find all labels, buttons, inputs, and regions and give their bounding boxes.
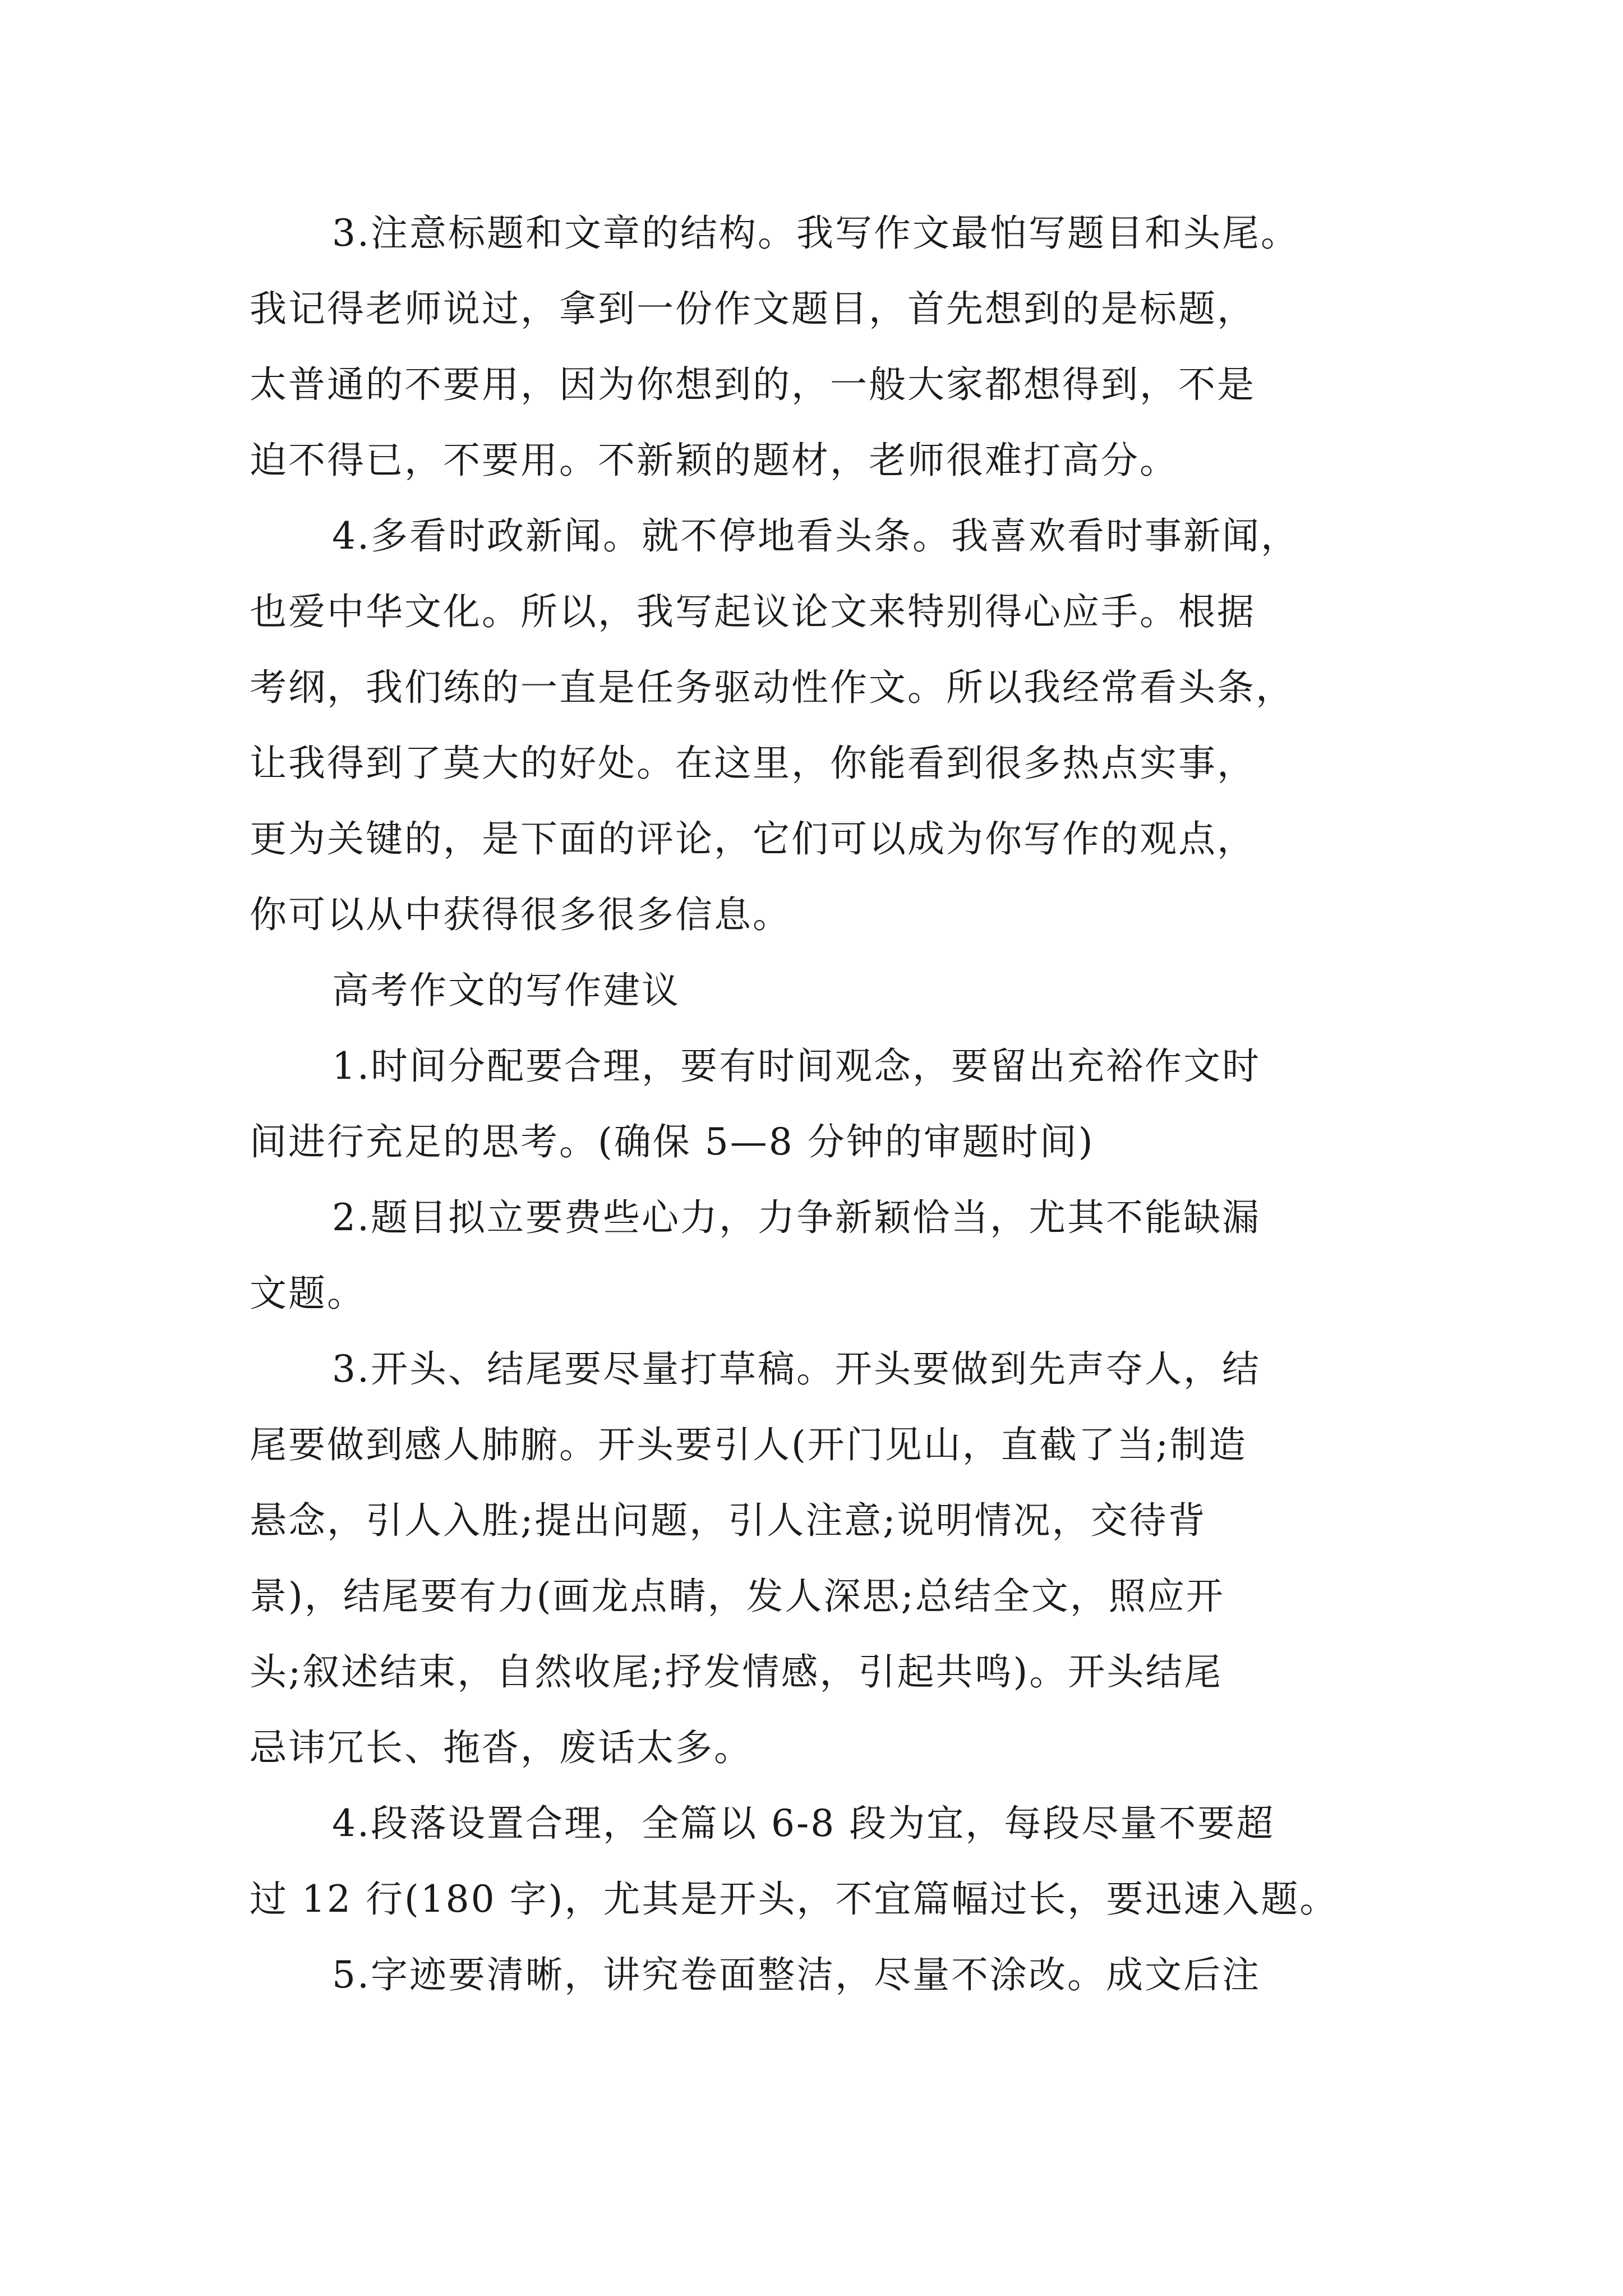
text-line: 5.字迹要清晰，讲究卷面整洁，尽量不涂改。成文后注 xyxy=(332,1953,1261,1996)
text-line: 4.段落设置合理，全篇以 6-8 段为宜，每段尽量不要超 xyxy=(332,1802,1275,1845)
text-line: 过 12 行(180 字)，尤其是开头，不宜篇幅过长，要迅速入题。 xyxy=(250,1878,1339,1921)
text-line: 间进行充足的思考。(确保 5—8 分钟的审题时间) xyxy=(250,1120,1095,1163)
text-line: 尾要做到感人肺腑。开头要引人(开门见山，直截了当;制造 xyxy=(250,1423,1247,1466)
text-line: 让我得到了莫大的好处。在这里，你能看到很多热点实事， xyxy=(250,742,1256,785)
text-line: 文题。 xyxy=(250,1272,366,1315)
text-line: 3.注意标题和文章的结构。我写作文最怕写题目和头尾。 xyxy=(332,211,1299,255)
text-line: 2.题目拟立要费些心力，力争新颖恰当，尤其不能缺漏 xyxy=(332,1196,1261,1239)
text-line: 头;叙述结束，自然收尾;抒发情感，引起共鸣)。开头结尾 xyxy=(250,1650,1223,1694)
text-line: 景)，结尾要有力(画龙点睛，发人深思;总结全文，照应开 xyxy=(250,1575,1225,1618)
text-line: 高考作文的写作建议 xyxy=(332,969,680,1012)
text-line: 4.多看时政新闻。就不停地看头条。我喜欢看时事新闻， xyxy=(332,514,1299,558)
text-line: 1.时间分配要合理，要有时间观念，要留出充裕作文时 xyxy=(332,1045,1261,1088)
text-line: 忌讳冗长、拖沓，废话太多。 xyxy=(250,1726,753,1769)
text-line: 你可以从中获得很多很多信息。 xyxy=(250,893,791,936)
document-body xyxy=(250,195,1455,2013)
text-line: 也爱中华文化。所以，我写起议论文来特别得心应手。根据 xyxy=(250,590,1256,633)
text-line: 更为关键的，是下面的评论，它们可以成为你写作的观点， xyxy=(250,817,1256,861)
text-line: 3.开头、结尾要尽量打草稿。开头要做到先声夺人，结 xyxy=(332,1347,1261,1391)
text-line: 太普通的不要用，因为你想到的，一般大家都想得到，不是 xyxy=(250,363,1256,406)
text-line: 我记得老师说过，拿到一份作文题目，首先想到的是标题， xyxy=(250,287,1256,330)
text-line: 考纲，我们练的一直是任务驱动性作文。所以我经常看头条， xyxy=(250,666,1294,709)
text-line: 悬念，引人入胜;提出问题，引人注意;说明情况，交待背 xyxy=(250,1499,1207,1542)
text-line: 迫不得已，不要用。不新颖的题材，老师很难打高分。 xyxy=(250,439,1178,482)
